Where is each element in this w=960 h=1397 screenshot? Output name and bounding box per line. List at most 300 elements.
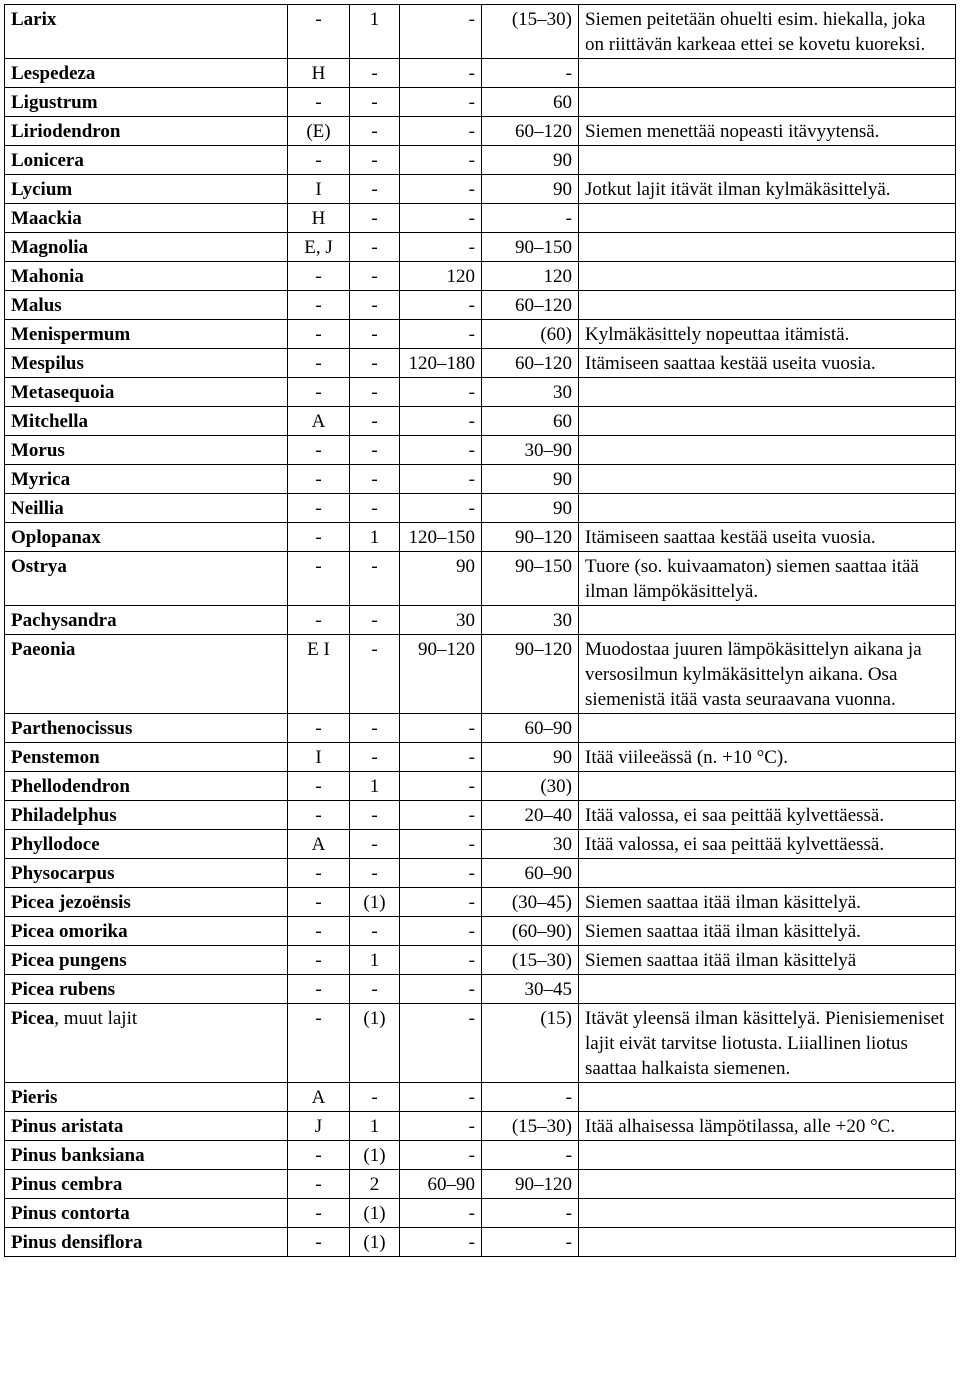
cell-warm-days: 120–180 [400, 349, 482, 378]
cell-species [5, 975, 288, 1004]
table-row [5, 5, 956, 59]
table-row [5, 494, 956, 523]
cell-code: - [288, 494, 350, 523]
cell-note: Itämiseen saattaa kestää useita vuosia. [579, 349, 956, 378]
cell-species [5, 378, 288, 407]
cell-soak: - [350, 59, 400, 88]
species-name: Picea omorika [11, 921, 128, 942]
table-row [5, 946, 956, 975]
species-name: Paeonia [11, 639, 76, 660]
cell-soak: 1 [350, 946, 400, 975]
cell-soak: - [350, 606, 400, 635]
cell-cold-days: (30) [482, 772, 579, 801]
cell-cold-days: 90 [482, 465, 579, 494]
cell-warm-days: - [400, 175, 482, 204]
cell-cold-days: (15) [482, 1004, 579, 1083]
cell-warm-days: - [400, 830, 482, 859]
cell-code: - [288, 888, 350, 917]
cell-species [5, 233, 288, 262]
cell-code: (E) [288, 117, 350, 146]
cell-code: A [288, 830, 350, 859]
cell-warm-days: - [400, 117, 482, 146]
cell-cold-days: 30–90 [482, 436, 579, 465]
cell-species [5, 606, 288, 635]
species-name: Mahonia [11, 266, 84, 287]
cell-soak: - [350, 407, 400, 436]
cell-note [579, 59, 956, 88]
cell-note [579, 378, 956, 407]
table-row [5, 320, 956, 349]
species-name: Philadelphus [11, 805, 117, 826]
cell-note [579, 714, 956, 743]
cell-cold-days: (15–30) [482, 5, 579, 59]
cell-soak: - [350, 320, 400, 349]
cell-note [579, 1170, 956, 1199]
cell-note [579, 146, 956, 175]
cell-note [579, 233, 956, 262]
cell-code: - [288, 859, 350, 888]
cell-warm-days: - [400, 465, 482, 494]
table-row [5, 262, 956, 291]
species-name: Pinus aristata [11, 1116, 124, 1137]
cell-note: Siemen peitetään ohuelti esim. hiekalla, joka on riittävän karkeaa ettei se kovetu kuoreksi. [579, 5, 956, 59]
cell-cold-days: (30–45) [482, 888, 579, 917]
species-name: Pieris [11, 1087, 58, 1108]
cell-code: - [288, 1199, 350, 1228]
cell-code: - [288, 772, 350, 801]
cell-note: Siemen saattaa itää ilman käsittelyä. [579, 888, 956, 917]
species-name: Pinus banksiana [11, 1145, 145, 1166]
cell-species [5, 635, 288, 714]
cell-note: Tuore (so. kuivaamaton) siemen saattaa itää ilman lämpökäsittelyä. [579, 552, 956, 606]
cell-code: - [288, 523, 350, 552]
cell-note [579, 204, 956, 233]
table-row [5, 233, 956, 262]
cell-species [5, 1199, 288, 1228]
cell-note [579, 436, 956, 465]
cell-code: J [288, 1112, 350, 1141]
cell-species [5, 146, 288, 175]
cell-soak: - [350, 146, 400, 175]
cell-warm-days: - [400, 743, 482, 772]
cell-cold-days: 60–90 [482, 714, 579, 743]
species-name: Mespilus [11, 353, 84, 374]
cell-species [5, 946, 288, 975]
cell-warm-days: - [400, 859, 482, 888]
cell-note: Itävät yleensä ilman käsittelyä. Pienisiemeniset lajit eivät tarvitse liotusta. Liiallinen liotus saattaa halkaista siemenen. [579, 1004, 956, 1083]
cell-cold-days: 60 [482, 88, 579, 117]
cell-note [579, 1141, 956, 1170]
cell-species [5, 59, 288, 88]
species-name: Pinus cembra [11, 1174, 123, 1195]
cell-soak: - [350, 1083, 400, 1112]
cell-soak: - [350, 830, 400, 859]
table-row [5, 714, 956, 743]
cell-cold-days: 90 [482, 494, 579, 523]
table-row [5, 1228, 956, 1257]
species-name: Menispermum [11, 324, 131, 345]
cell-species [5, 714, 288, 743]
table-row [5, 888, 956, 917]
cell-species [5, 1141, 288, 1170]
cell-code: E, J [288, 233, 350, 262]
cell-species [5, 801, 288, 830]
cell-soak: 2 [350, 1170, 400, 1199]
cell-cold-days: 60–120 [482, 291, 579, 320]
cell-soak: - [350, 436, 400, 465]
species-name: Picea pungens [11, 950, 127, 971]
cell-code: - [288, 801, 350, 830]
cell-code: - [288, 1170, 350, 1199]
cell-note [579, 465, 956, 494]
species-name: Pachysandra [11, 610, 117, 631]
cell-warm-days: - [400, 1228, 482, 1257]
species-name: Picea [11, 1008, 55, 1029]
cell-note: Itää alhaisessa lämpötilassa, alle +20 °C. [579, 1112, 956, 1141]
cell-species [5, 320, 288, 349]
cell-code: H [288, 204, 350, 233]
table-row [5, 407, 956, 436]
table-row [5, 743, 956, 772]
cell-soak: (1) [350, 1199, 400, 1228]
cell-cold-days: - [482, 1199, 579, 1228]
species-name: Morus [11, 440, 65, 461]
cell-soak: - [350, 117, 400, 146]
cell-cold-days: 90–120 [482, 523, 579, 552]
cell-soak: - [350, 743, 400, 772]
cell-warm-days: - [400, 378, 482, 407]
cell-cold-days: (15–30) [482, 1112, 579, 1141]
cell-soak: - [350, 204, 400, 233]
cell-warm-days: - [400, 714, 482, 743]
cell-species [5, 888, 288, 917]
cell-soak: 1 [350, 1112, 400, 1141]
cell-warm-days: 120–150 [400, 523, 482, 552]
species-name: Oplopanax [11, 527, 101, 548]
cell-code: E I [288, 635, 350, 714]
cell-code: - [288, 349, 350, 378]
cell-cold-days: 20–40 [482, 801, 579, 830]
cell-note: Itää valossa, ei saa peittää kylvettäessä. [579, 830, 956, 859]
cell-code: - [288, 465, 350, 494]
cell-cold-days: 30 [482, 830, 579, 859]
cell-note [579, 494, 956, 523]
cell-species [5, 465, 288, 494]
cell-species [5, 772, 288, 801]
cell-cold-days: 90–150 [482, 233, 579, 262]
cell-note [579, 88, 956, 117]
cell-cold-days: 30–45 [482, 975, 579, 1004]
cell-code: - [288, 436, 350, 465]
cell-species [5, 859, 288, 888]
cell-warm-days: 60–90 [400, 1170, 482, 1199]
cell-cold-days: 90 [482, 743, 579, 772]
cell-code: - [288, 606, 350, 635]
table-row [5, 772, 956, 801]
species-name: Pinus contorta [11, 1203, 130, 1224]
cell-species [5, 552, 288, 606]
species-name: Liriodendron [11, 121, 121, 142]
cell-species [5, 204, 288, 233]
cell-code: - [288, 5, 350, 59]
cell-warm-days: - [400, 233, 482, 262]
cell-code: A [288, 407, 350, 436]
cell-species [5, 407, 288, 436]
cell-soak: - [350, 917, 400, 946]
cell-species [5, 523, 288, 552]
cell-warm-days: - [400, 1141, 482, 1170]
cell-cold-days: 90–150 [482, 552, 579, 606]
cell-note [579, 407, 956, 436]
table-row [5, 1141, 956, 1170]
cell-cold-days: 90–120 [482, 635, 579, 714]
cell-cold-days: 90–120 [482, 1170, 579, 1199]
cell-species [5, 830, 288, 859]
cell-warm-days: 90 [400, 552, 482, 606]
cell-warm-days: - [400, 204, 482, 233]
cell-warm-days: - [400, 801, 482, 830]
species-name: Physocarpus [11, 863, 115, 884]
table-row [5, 1004, 956, 1083]
cell-warm-days: - [400, 291, 482, 320]
cell-cold-days: (15–30) [482, 946, 579, 975]
table-row [5, 291, 956, 320]
cell-code: I [288, 175, 350, 204]
cell-soak: 1 [350, 5, 400, 59]
table-row [5, 830, 956, 859]
cell-note: Siemen menettää nopeasti itävyytensä. [579, 117, 956, 146]
cell-soak: (1) [350, 1141, 400, 1170]
cell-warm-days: - [400, 1004, 482, 1083]
cell-code: - [288, 88, 350, 117]
cell-cold-days: - [482, 1228, 579, 1257]
table-row [5, 175, 956, 204]
species-name: Phellodendron [11, 776, 130, 797]
cell-species [5, 88, 288, 117]
cell-note [579, 1199, 956, 1228]
table-row [5, 465, 956, 494]
cell-cold-days: 60–90 [482, 859, 579, 888]
cell-note [579, 262, 956, 291]
table-row [5, 635, 956, 714]
cell-warm-days: - [400, 946, 482, 975]
cell-cold-days: - [482, 1083, 579, 1112]
cell-note: Kylmäkäsittely nopeuttaa itämistä. [579, 320, 956, 349]
cell-soak: - [350, 233, 400, 262]
cell-soak: 1 [350, 772, 400, 801]
cell-species [5, 1083, 288, 1112]
cell-code: - [288, 917, 350, 946]
cell-soak: - [350, 175, 400, 204]
cell-code: - [288, 320, 350, 349]
cell-soak: - [350, 378, 400, 407]
cell-soak: - [350, 859, 400, 888]
table-row [5, 859, 956, 888]
cell-warm-days: - [400, 320, 482, 349]
species-name: Parthenocissus [11, 718, 133, 739]
species-name: Neillia [11, 498, 64, 519]
cell-code: I [288, 743, 350, 772]
table-row [5, 523, 956, 552]
cell-soak: - [350, 291, 400, 320]
table-row [5, 1199, 956, 1228]
cell-soak: - [350, 494, 400, 523]
cell-note [579, 975, 956, 1004]
species-name: Lespedeza [11, 63, 96, 84]
cell-warm-days: 30 [400, 606, 482, 635]
cell-soak: (1) [350, 1004, 400, 1083]
cell-warm-days: - [400, 436, 482, 465]
cell-note: Itää viileeässä (n. +10 °C). [579, 743, 956, 772]
cell-warm-days: - [400, 59, 482, 88]
cell-cold-days: - [482, 204, 579, 233]
cell-warm-days: 120 [400, 262, 482, 291]
cell-species [5, 262, 288, 291]
species-name: Lycium [11, 179, 73, 200]
species-name: Penstemon [11, 747, 100, 768]
table-row [5, 1112, 956, 1141]
cell-warm-days: - [400, 88, 482, 117]
table-row [5, 436, 956, 465]
cell-soak: - [350, 552, 400, 606]
cell-soak: - [350, 635, 400, 714]
cell-species [5, 291, 288, 320]
cell-cold-days: - [482, 59, 579, 88]
cell-species [5, 1004, 288, 1083]
cell-species [5, 494, 288, 523]
cell-warm-days: - [400, 1112, 482, 1141]
cell-species [5, 175, 288, 204]
cell-warm-days: - [400, 5, 482, 59]
cell-code: - [288, 291, 350, 320]
cell-cold-days: 60 [482, 407, 579, 436]
species-name: Phyllodoce [11, 834, 100, 855]
cell-code: - [288, 146, 350, 175]
cell-cold-days: 90 [482, 175, 579, 204]
cell-species [5, 5, 288, 59]
cell-cold-days: 60–120 [482, 349, 579, 378]
cell-warm-days: - [400, 1083, 482, 1112]
cell-soak: (1) [350, 888, 400, 917]
cell-note: Siemen saattaa itää ilman käsittelyä [579, 946, 956, 975]
table-body [5, 5, 956, 1257]
species-name: Picea rubens [11, 979, 115, 1000]
cell-code: - [288, 378, 350, 407]
cell-warm-days: 90–120 [400, 635, 482, 714]
species-name: Picea jezoënsis [11, 892, 131, 913]
table-row [5, 975, 956, 1004]
cell-cold-days: 30 [482, 606, 579, 635]
cell-cold-days: 120 [482, 262, 579, 291]
cell-soak: - [350, 714, 400, 743]
cell-species [5, 349, 288, 378]
cell-code: - [288, 1141, 350, 1170]
cell-soak: - [350, 349, 400, 378]
cell-note [579, 859, 956, 888]
cell-note [579, 1228, 956, 1257]
table-row [5, 204, 956, 233]
cell-cold-days: 30 [482, 378, 579, 407]
cell-warm-days: - [400, 888, 482, 917]
cell-warm-days: - [400, 975, 482, 1004]
cell-soak: - [350, 975, 400, 1004]
cell-species [5, 1228, 288, 1257]
species-name: Myrica [11, 469, 71, 490]
cell-cold-days: - [482, 1141, 579, 1170]
species-name: Lonicera [11, 150, 84, 171]
cell-note [579, 291, 956, 320]
cell-soak: 1 [350, 523, 400, 552]
cell-code: - [288, 714, 350, 743]
cell-warm-days: - [400, 772, 482, 801]
cell-note [579, 1083, 956, 1112]
cell-species [5, 1112, 288, 1141]
table-row [5, 917, 956, 946]
cell-warm-days: - [400, 494, 482, 523]
cell-warm-days: - [400, 146, 482, 175]
species-name: Metasequoia [11, 382, 115, 403]
cell-species [5, 436, 288, 465]
table-row [5, 801, 956, 830]
cell-cold-days: 60–120 [482, 117, 579, 146]
species-name: Maackia [11, 208, 82, 229]
table-row [5, 1170, 956, 1199]
species-name: Larix [11, 9, 57, 30]
cell-warm-days: - [400, 407, 482, 436]
cell-soak: - [350, 465, 400, 494]
species-name: Magnolia [11, 237, 89, 258]
species-name: Mitchella [11, 411, 89, 432]
cell-cold-days: (60) [482, 320, 579, 349]
cell-cold-days: 90 [482, 146, 579, 175]
table-row [5, 117, 956, 146]
cell-code: H [288, 59, 350, 88]
cell-note: Muodostaa juuren lämpökäsittelyn aikana ja versosilmun kylmäkäsittelyn aikana. Osa siemenistä itää vasta seuraavana vuonna. [579, 635, 956, 714]
table-row [5, 88, 956, 117]
table-row [5, 146, 956, 175]
species-name: Malus [11, 295, 62, 316]
cell-note: Jotkut lajit itävät ilman kylmäkäsittelyä. [579, 175, 956, 204]
cell-species [5, 917, 288, 946]
cell-note [579, 606, 956, 635]
seed-treatment-table [4, 4, 956, 1257]
cell-code: - [288, 552, 350, 606]
cell-code: - [288, 946, 350, 975]
cell-note [579, 772, 956, 801]
cell-code: - [288, 975, 350, 1004]
cell-code: - [288, 1004, 350, 1083]
cell-species [5, 1170, 288, 1199]
cell-code: A [288, 1083, 350, 1112]
cell-soak: - [350, 801, 400, 830]
species-name: Pinus densiflora [11, 1232, 143, 1253]
species-name-rest: , muut lajit [54, 1008, 138, 1029]
cell-soak: (1) [350, 1228, 400, 1257]
species-name: Ostrya [11, 556, 67, 577]
table-row [5, 378, 956, 407]
cell-soak: - [350, 262, 400, 291]
cell-warm-days: - [400, 917, 482, 946]
table-row [5, 349, 956, 378]
cell-note: Itämiseen saattaa kestää useita vuosia. [579, 523, 956, 552]
cell-note: Siemen saattaa itää ilman käsittelyä. [579, 917, 956, 946]
table-row [5, 606, 956, 635]
cell-soak: - [350, 88, 400, 117]
species-name: Ligustrum [11, 92, 98, 113]
cell-species [5, 117, 288, 146]
cell-warm-days: - [400, 1199, 482, 1228]
cell-code: - [288, 262, 350, 291]
